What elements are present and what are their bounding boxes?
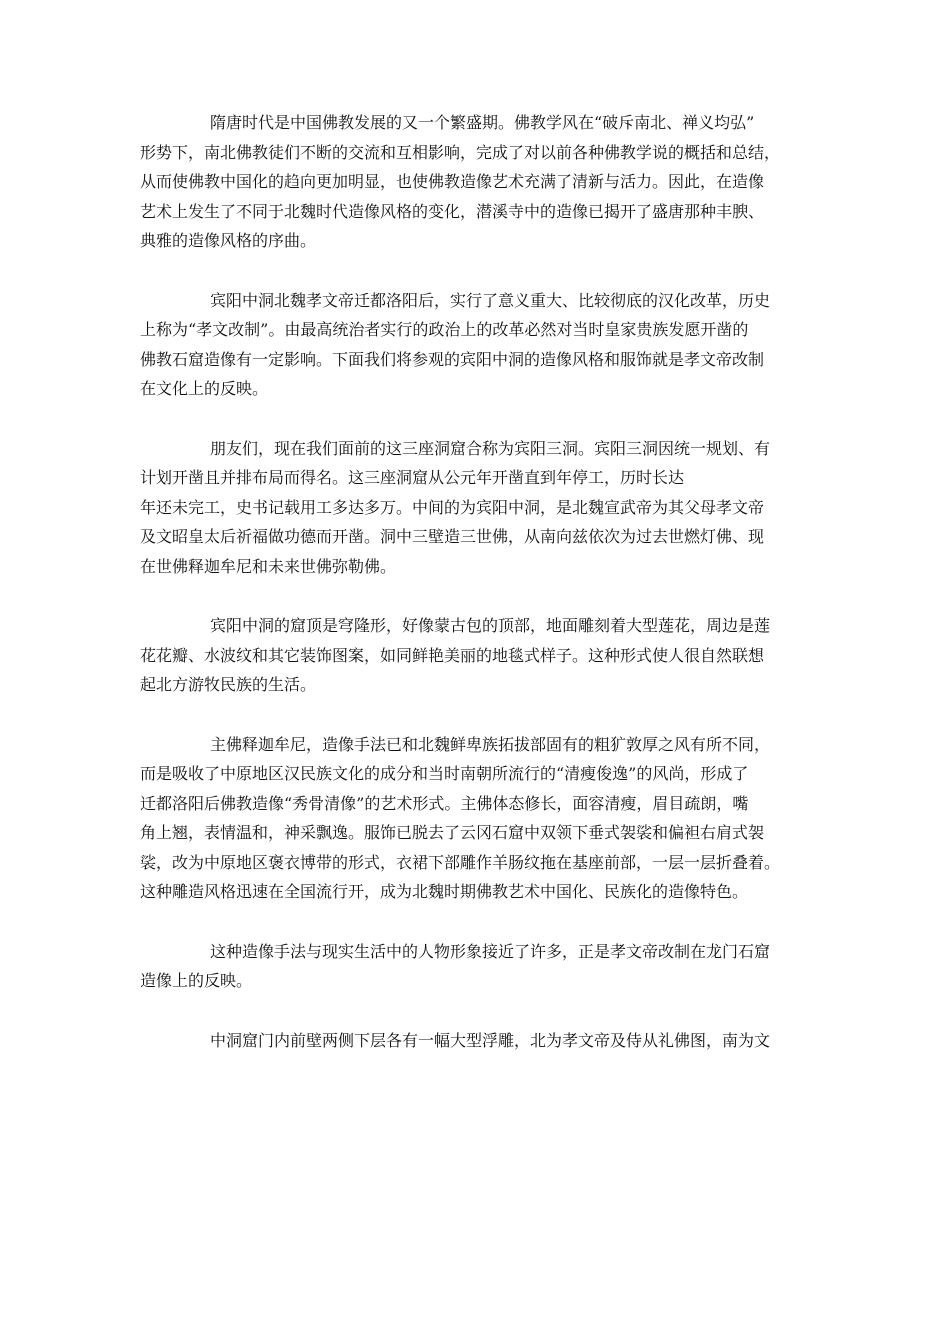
paragraph-line: 艺术上发生了不同于北魏时代造像风格的变化，潜溪寺中的造像已揭开了盛唐那种丰腴、 bbox=[140, 201, 765, 221]
paragraph-first-line: 隋唐时代是中国佛教发展的又一个繁盛期。佛教学风在“破斥南北、禅义均弘” bbox=[210, 113, 755, 132]
paragraph-first-line: 这种造像手法与现实生活中的人物形象接近了许多，正是孝文帝改制在龙门石窟 bbox=[210, 941, 771, 961]
document-body bbox=[140, 108, 820, 1085]
paragraph-line: 佛教石窟造像有一定影响。下面我们将参观的宾阳中洞的造像风格和服饰就是孝文帝改制 bbox=[140, 349, 765, 369]
paragraph-line: 起北方游牧民族的生活。 bbox=[140, 675, 317, 694]
paragraph-first-line: 中洞窟门内前壁两侧下层各有一幅大型浮雕，北为孝文帝及侍从礼佛图，南为文 bbox=[210, 1030, 771, 1050]
paragraph-first-line: 宾阳中洞的窟顶是穹隆形，好像蒙古包的顶部，地面雕刻着大型莲花，周边是莲 bbox=[210, 616, 771, 635]
paragraph-line: 花花瓣、水波纹和其它装饰图案，如同鲜艳美丽的地毯式样子。这种形式使人很自然联想 bbox=[140, 645, 765, 665]
paragraph-line: 这种雕造风格迅速在全国流行开，成为北魏时期佛教艺术中国化、民族化的造像特色。 bbox=[140, 882, 749, 901]
paragraph-line: 角上翘，表情温和，神采飘逸。服饰已脱去了云冈石窟中双领下垂式袈裟和偏袒右肩式袈 bbox=[140, 823, 765, 842]
paragraph bbox=[140, 286, 820, 404]
paragraph-line: 裟，改为中原地区褒衣博带的形式，衣裙下部雕作羊肠纹拖在基座前部，一层一层折叠着。 bbox=[140, 852, 781, 872]
paragraph bbox=[140, 434, 820, 582]
paragraph bbox=[140, 1026, 820, 1056]
paragraph-line: 计划开凿且并排布局而得名。这三座洞窟从公元年开凿直到年停工，历时长达 bbox=[140, 468, 685, 487]
paragraph bbox=[140, 108, 820, 256]
paragraph-line: 而是吸收了中原地区汉民族文化的成分和当时南朝所流行的“清瘦俊逸”的风尚，形成了 bbox=[140, 764, 749, 783]
paragraph-line: 及文昭皇太后祈福做功德而开凿。洞中三壁造三世佛，从南向兹依次为过去世燃灯佛、现 bbox=[140, 527, 765, 546]
paragraph-first-line: 主佛释迦牟尼，造像手法已和北魏鲜卑族拓拔部固有的粗犷敦厚之风有所不同， bbox=[210, 734, 771, 754]
paragraph-line: 典雅的造像风格的序曲。 bbox=[140, 231, 317, 250]
paragraph-first-line: 朋友们，现在我们面前的这三座洞窟合称为宾阳三洞。宾阳三洞因统一规划、有 bbox=[210, 438, 771, 458]
paragraph-line: 年还未完工，史书记载用工多达多万。中间的为宾阳中洞，是北魏宣武帝为其父母孝文帝 bbox=[140, 497, 765, 517]
paragraph-line: 从而使佛教中国化的趋向更加明显，也使佛教造像艺术充满了清新与活力。因此，在造像 bbox=[140, 172, 765, 191]
paragraph-line: 在文化上的反映。 bbox=[140, 379, 269, 398]
paragraph-line: 形势下，南北佛教徒们不断的交流和互相影响，完成了对以前各种佛教学说的概括和总结， bbox=[140, 142, 781, 162]
paragraph-line: 在世佛释迦牟尼和未来世佛弥勒佛。 bbox=[140, 556, 397, 576]
paragraph-line: 迁都洛阳后佛教造像“秀骨清像”的艺术形式。主佛体态修长，面容清瘦，眉目疏朗，嘴 bbox=[140, 793, 749, 813]
paragraph bbox=[140, 611, 820, 700]
paragraph bbox=[140, 730, 820, 907]
paragraph-first-line: 宾阳中洞北魏孝文帝迁都洛阳后，实行了意义重大、比较彻底的汉化改革，历史 bbox=[210, 290, 771, 310]
paragraph bbox=[140, 937, 820, 996]
paragraph-line: 造像上的反映。 bbox=[140, 971, 253, 990]
paragraph-line: 上称为“孝文改制”。由最高统治者实行的政治上的改革必然对当时皇家贵族发愿开凿的 bbox=[140, 320, 749, 339]
